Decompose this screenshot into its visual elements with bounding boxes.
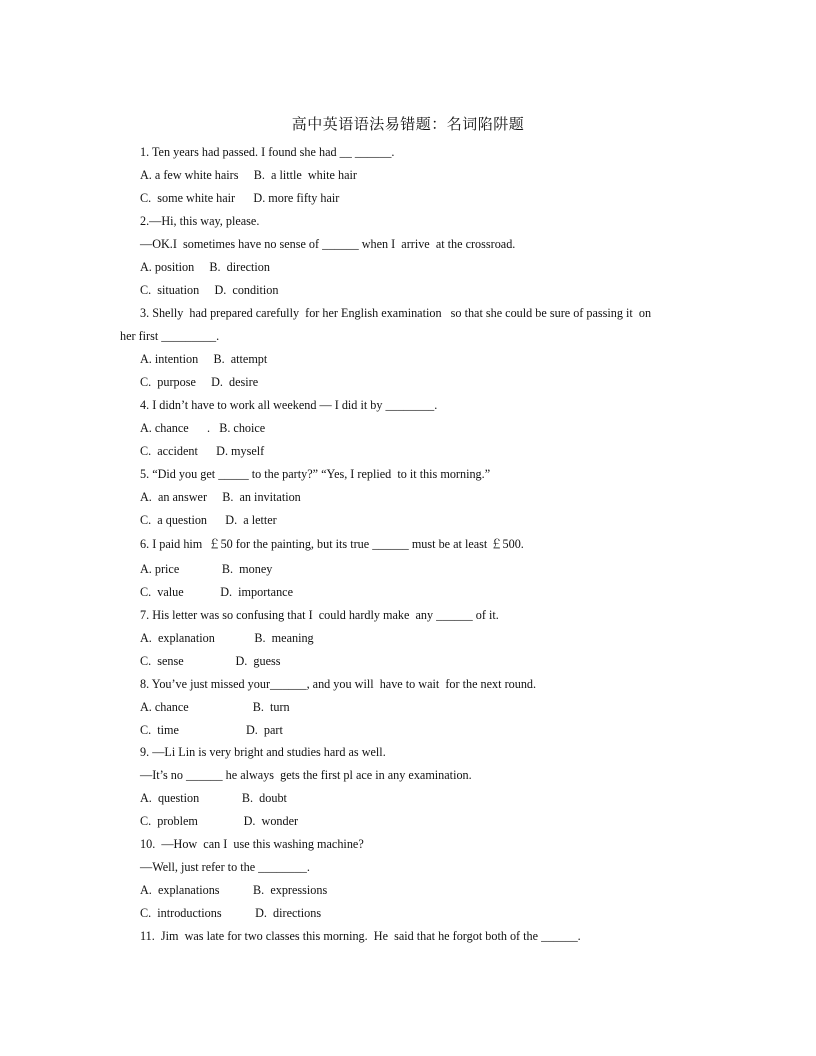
question-2-options-ab: A. position B. direction: [140, 260, 270, 274]
question-4-options-cd: C. accident D. myself: [140, 444, 265, 458]
question-2: 2.—Hi, this way, please.: [140, 214, 260, 228]
question-6-options-ab: A. price B. money: [140, 562, 273, 576]
question-9-options-ab: A. question B. doubt: [140, 791, 287, 805]
question-9-dialogue: —It’s no ______ he always gets the first pl ace in any examination.: [140, 768, 472, 782]
question-5: 5. “Did you get _____ to the party?” “Yes, I replied to it this morning.”: [140, 467, 491, 481]
question-10-options-cd: C. introductions D. directions: [140, 906, 322, 920]
question-10-options-ab: A. explanations B. expressions: [140, 883, 328, 897]
question-8-options-ab: A. chance B. turn: [140, 700, 290, 714]
question-3-continued: her first _________.: [120, 329, 220, 343]
question-6-options-cd: C. value D. importance: [140, 585, 293, 599]
question-7-options-cd: C. sense D. guess: [140, 654, 281, 668]
question-9: 9. —Li Lin is very bright and studies hard as well.: [140, 745, 386, 759]
question-8-options-cd: C. time D. part: [140, 723, 283, 737]
question-5-options-ab: A. an answer B. an invitation: [140, 490, 301, 504]
question-5-options-cd: C. a question D. a letter: [140, 513, 277, 527]
question-8: 8. You’ve just missed your______, and you will have to wait for the next round.: [140, 677, 537, 691]
question-7: 7. His letter was so confusing that I could hardly make any ______ of it.: [140, 608, 499, 622]
question-10: 10. —How can I use this washing machine?: [140, 837, 364, 851]
question-4-options-ab: A. chance . B. choice: [140, 421, 266, 435]
question-6: 6. I paid him ￡50 for the painting, but its true ______ must be at least ￡500.: [140, 537, 524, 551]
page-title: 高中英语语法易错题：名词陷阱题: [291, 115, 525, 133]
question-11: 11. Jim was late for two classes this morning. He said that he forgot both of the ______.: [140, 929, 581, 943]
question-4: 4. I didn’t have to work all weekend — I did it by ________.: [140, 398, 438, 412]
question-10-dialogue: —Well, just refer to the ________.: [140, 860, 310, 874]
question-3: 3. Shelly had prepared carefully for her English examination so that she could be sure of passing it on: [140, 306, 652, 320]
question-2-dialogue: —OK.I sometimes have no sense of ______ when I arrive at the crossroad.: [140, 237, 516, 251]
question-3-options-ab: A. intention B. attempt: [140, 352, 268, 366]
question-1: 1. Ten years had passed. I found she had __ ______.: [140, 145, 395, 159]
question-9-options-cd: C. problem D. wonder: [140, 814, 299, 828]
question-1-options-ab: A. a few white hairs B. a little white hair: [140, 168, 357, 182]
question-7-options-ab: A. explanation B. meaning: [140, 631, 314, 645]
question-3-options-cd: C. purpose D. desire: [140, 375, 259, 389]
question-2-options-cd: C. situation D. condition: [140, 283, 279, 297]
question-1-options-cd: C. some white hair D. more fifty hair: [140, 191, 340, 205]
